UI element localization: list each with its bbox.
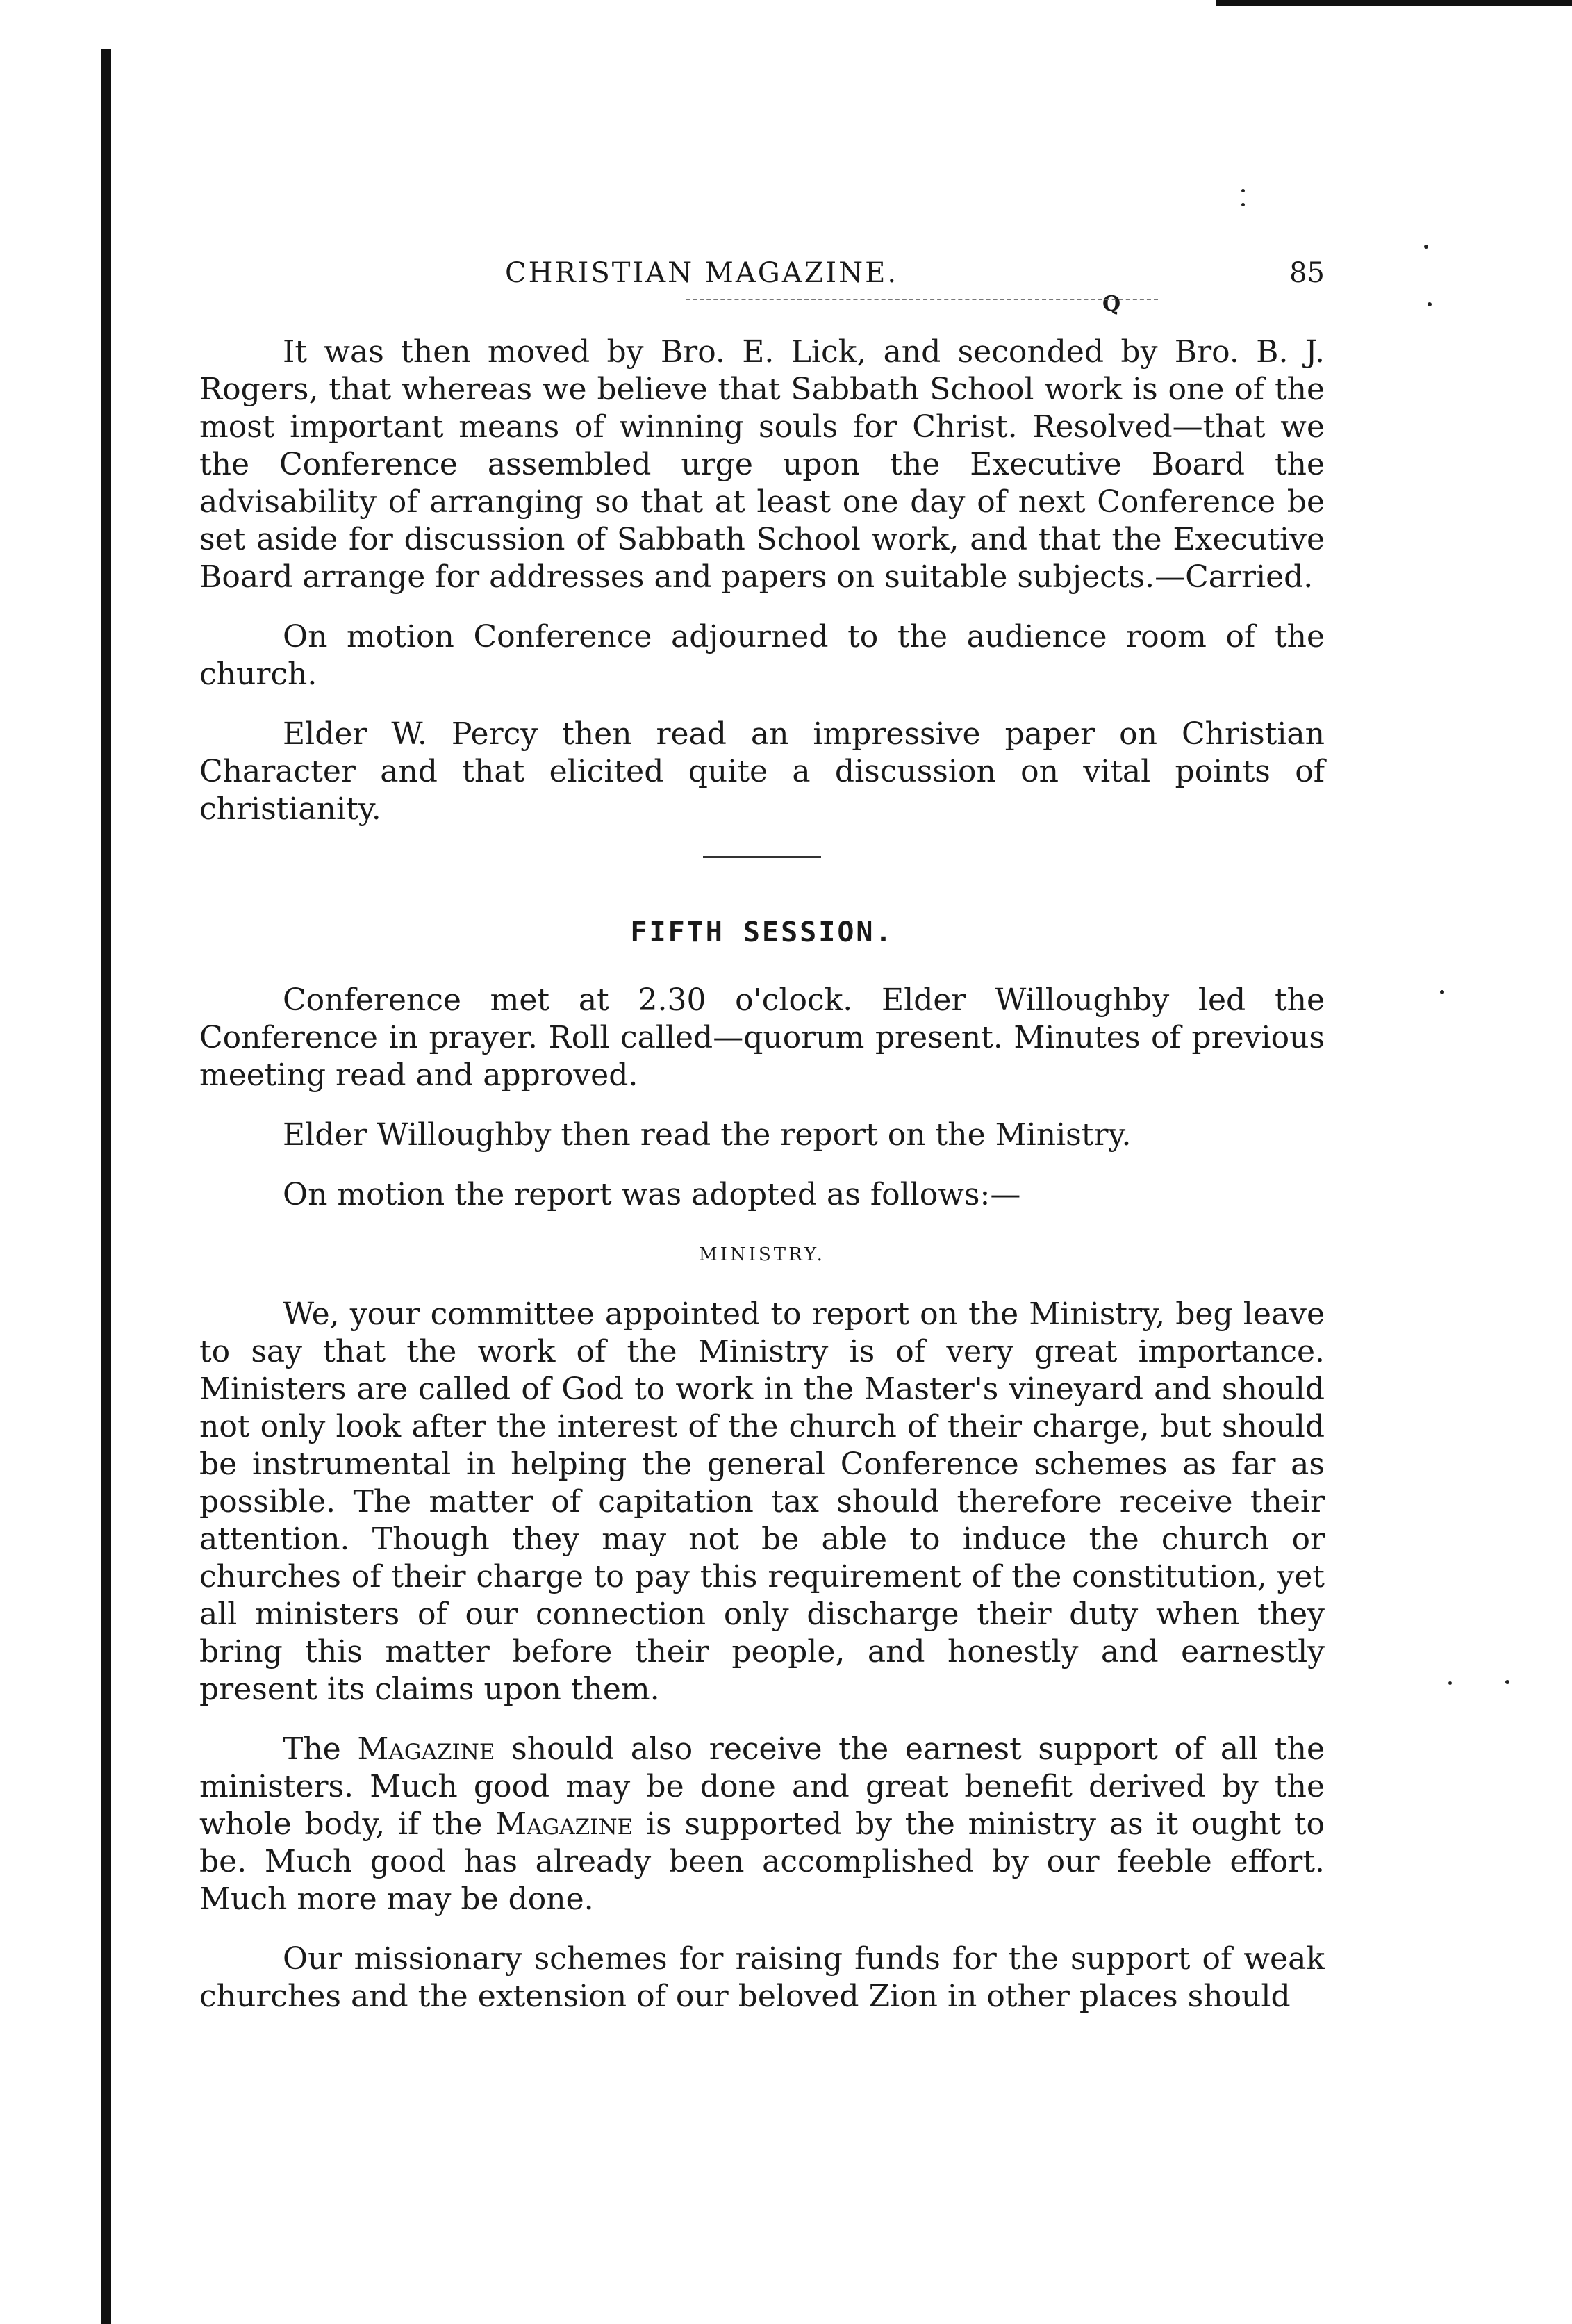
scan-speck <box>1241 203 1245 206</box>
scan-speck <box>1448 1681 1452 1685</box>
page-binding-edge <box>101 49 111 2324</box>
page-header <box>199 257 1325 316</box>
page-body <box>199 333 1325 2016</box>
scan-top-edge <box>1216 0 1572 6</box>
page-number: 85 <box>1289 257 1325 289</box>
paragraph-adjourned: On motion Conference adjourned to the audience room of the church. <box>199 619 1325 692</box>
magazine-title: Magazine <box>495 1806 634 1842</box>
text-run: should also receive the earnest support of all the ministers. Much good may be done and great benefit derived by the whole body, if the <box>199 1731 1325 1842</box>
paragraph-ministry-committee: We, your committee appointed to report on the Ministry, beg leave to say that the work of the Ministry is of very great importance. Ministers are called of God to work in the Master's vineyard and should not only look after the interest of the church of their charge, but should be instrumental in helping the general Conference schemes as far as possible. The matter of capitation tax should therefore receive their attention. Though they may not be able to induce the church or churches of their charge to pay this requirement of the constitution, yet all ministers of our connection only discharge their duty when they bring this matter before their people, and honestly and earnestly present its claims upon them. <box>199 1296 1325 1707</box>
scan-speck <box>1505 1680 1509 1684</box>
scan-speck <box>1428 302 1432 306</box>
paragraph-missionary-schemes: Our missionary schemes for raising funds for the support of weak churches and the extension of our beloved Zion in other places should <box>199 1941 1325 2014</box>
fifth-session-heading: FIFTH SESSION. <box>630 916 894 948</box>
text-run: The <box>283 1731 358 1767</box>
magazine-title: Magazine <box>357 1731 495 1767</box>
paragraph-magazine-support <box>199 1731 1325 1918</box>
paragraph-ministry-report-read: Elder Willoughby then read the report on the Ministry. <box>283 1117 1132 1153</box>
running-title: CHRISTIAN MAGAZINE. <box>505 257 899 289</box>
paragraph-report-adopted: On motion the report was adopted as follows:— <box>283 1177 1021 1212</box>
paragraph-conference-met: Conference met at 2.30 o'clock. Elder Willoughby led the Conference in prayer. Roll called—quorum present. Minutes of previous meeting read and approved. <box>199 982 1325 1093</box>
paragraph-percy-paper: Elder W. Percy then read an impressive paper on Christian Character and that elicited quite a discussion on vital points of christianity. <box>199 716 1325 827</box>
ministry-heading: MINISTRY. <box>699 1244 825 1265</box>
header-rule <box>686 299 1158 300</box>
paragraph-sabbath-school-motion: It was then moved by Bro. E. Lick, and seconded by Bro. B. J. Rogers, that whereas we believe that Sabbath School work is one of the most important means of winning souls for Christ. Resolved—that we the Conference assembled urge upon the Executive Board the advisability of arranging so that at least one day of next Conference be set aside for discussion of Sabbath School work, and that the Executive Board arrange for addresses and papers on suitable subjects.—Carried. <box>199 334 1325 595</box>
text-run: is supported by the ministry as it ought to be. Much good has already been accomplished by our feeble effort. Much more may be done. <box>199 1806 1325 1917</box>
scan-speck <box>1241 189 1245 192</box>
scan-speck <box>1424 245 1428 249</box>
signature-mark: Q <box>1102 292 1121 316</box>
scan-speck <box>1440 990 1444 994</box>
section-separator <box>703 856 821 858</box>
